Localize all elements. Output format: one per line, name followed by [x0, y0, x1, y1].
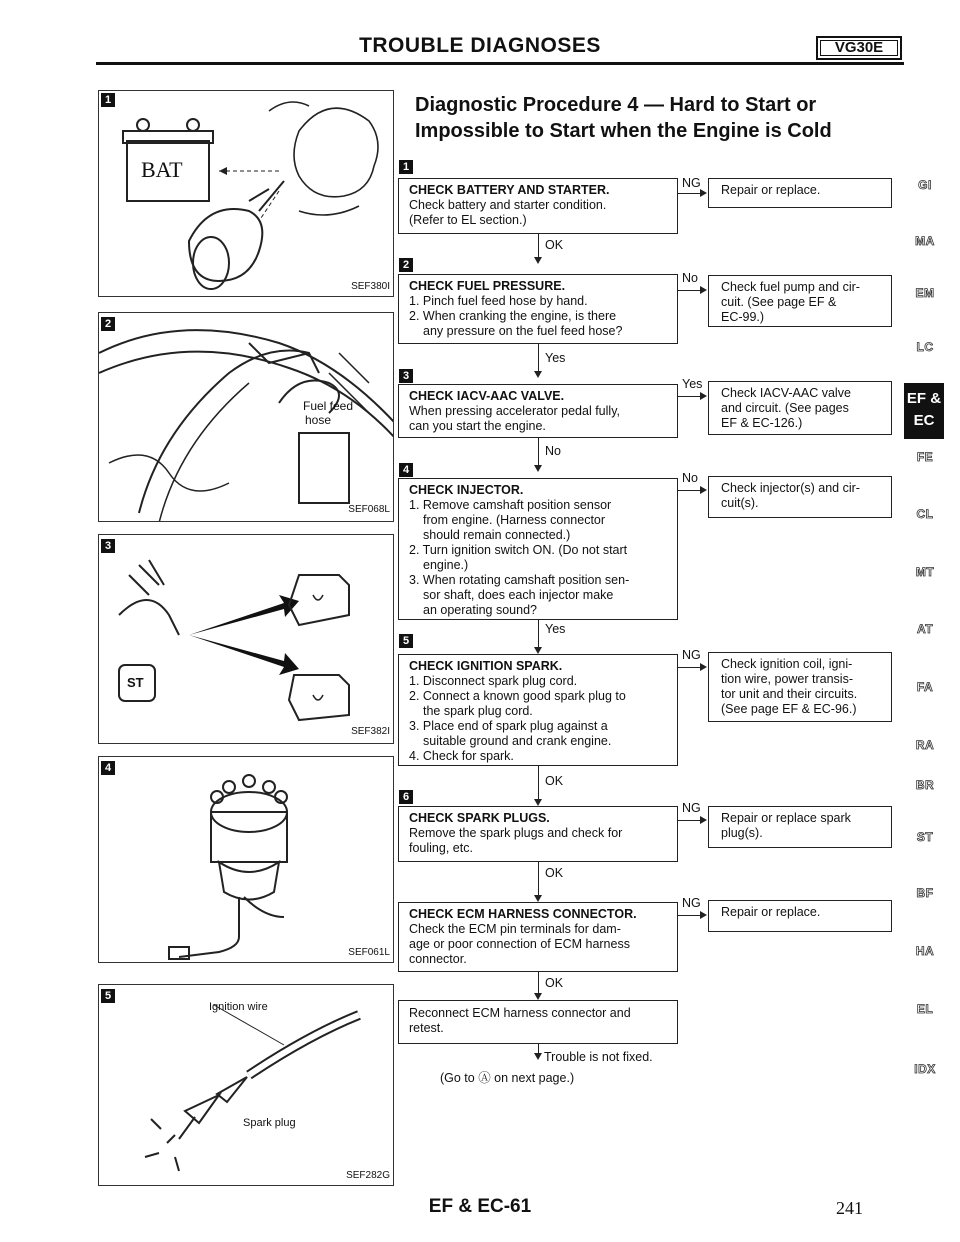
step-title: CHECK ECM HARNESS CONNECTOR.: [409, 907, 637, 921]
figure-distributor: [98, 756, 394, 963]
branch-label: Yes: [682, 377, 703, 391]
step-title: CHECK FUEL PRESSURE.: [409, 279, 566, 293]
step-line: any pressure on the fuel feed hose?: [423, 324, 623, 338]
step-number: 6: [399, 790, 413, 804]
section-tab-ma[interactable]: MA: [915, 234, 935, 248]
procedure-title-line2: Impossible to Start when the Engine is Cold: [415, 120, 832, 142]
result-line: (See page EF & EC-96.): [721, 702, 857, 716]
flow-line: [538, 862, 539, 896]
step-box: [398, 478, 678, 620]
step-box: [398, 902, 678, 972]
step-number: 2: [399, 258, 413, 272]
section-tab-el[interactable]: EL: [916, 1002, 934, 1016]
result-box: [708, 806, 892, 848]
page-title: TROUBLE DIAGNOSES: [359, 34, 601, 57]
flow-arrow: [534, 647, 542, 654]
figure-code: SEF380I: [351, 281, 390, 292]
step-line: 1. Pinch fuel feed hose by hand.: [409, 294, 588, 308]
page-number: 241: [836, 1198, 863, 1218]
step-line: 2. Connect a known good spark plug to: [409, 689, 626, 703]
result-box: [708, 476, 892, 518]
result-line: and circuit. (See pages: [721, 401, 849, 415]
flow-line: [538, 344, 539, 372]
step-box: [398, 806, 678, 862]
step-line: 3. Place end of spark plug against a: [409, 719, 608, 733]
figure-number: 1: [101, 93, 115, 107]
section-tab-cl[interactable]: CL: [916, 507, 934, 521]
step-line: connector.: [409, 952, 467, 966]
section-tab-gi[interactable]: GI: [918, 178, 932, 192]
step-line: should remain connected.): [423, 528, 571, 542]
branch-line: [678, 290, 702, 291]
step-number: 3: [399, 369, 413, 383]
figure-ignition-switch: [98, 534, 394, 744]
step-line: Remove the spark plugs and check for: [409, 826, 623, 840]
step-line: (Refer to EL section.): [409, 213, 527, 227]
figure-code: SEF061L: [348, 947, 390, 958]
section-tab-line: EF &: [906, 390, 942, 407]
spark-plug-label: Spark plug: [243, 1117, 296, 1129]
result-line: Repair or replace spark: [721, 811, 851, 825]
result-line: Check injector(s) and cir-: [721, 481, 860, 495]
step-line: suitable ground and crank engine.: [423, 734, 612, 748]
hose-label: hose: [305, 413, 332, 427]
flow-line: [538, 438, 539, 466]
flow-line: [538, 620, 539, 648]
section-tab-bf[interactable]: BF: [916, 886, 934, 900]
branch-label: NG: [682, 648, 701, 662]
result-box: [708, 178, 892, 208]
step-line: age or poor connection of ECM harness: [409, 937, 630, 951]
result-line: Repair or replace.: [721, 183, 821, 197]
branch-arrow: [700, 486, 707, 494]
flow-arrow: [534, 465, 542, 472]
figure-number: 3: [101, 539, 115, 553]
step-title: CHECK SPARK PLUGS.: [409, 811, 550, 825]
branch-label: No: [682, 271, 698, 285]
figure-code: SEF382I: [351, 726, 390, 737]
step-number: 4: [399, 463, 413, 477]
section-tab-br[interactable]: BR: [915, 778, 935, 792]
step-line: can you start the engine.: [409, 419, 546, 433]
result-box: [708, 900, 892, 932]
header-rule: [96, 62, 904, 65]
branch-label: No: [682, 471, 698, 485]
section-tab-lc[interactable]: LC: [916, 340, 934, 354]
branch-label: NG: [682, 176, 701, 190]
branch-line: [678, 667, 702, 668]
result-box: [708, 381, 892, 435]
battery-label: BAT: [141, 157, 183, 182]
step-title: CHECK IGNITION SPARK.: [409, 659, 563, 673]
figure-code: SEF068L: [348, 504, 390, 515]
result-line: EC-99.): [721, 310, 765, 324]
flow-arrow: [534, 993, 542, 1000]
section-tab-active[interactable]: [904, 383, 944, 439]
footer-section-code: EF & EC-61: [428, 1196, 532, 1217]
branch-arrow: [700, 189, 707, 197]
section-tab-mt[interactable]: MT: [915, 565, 935, 579]
result-line: tor unit and their circuits.: [721, 687, 858, 701]
figure-battery-starter: [98, 90, 394, 297]
result-line: plug(s).: [721, 826, 763, 840]
result-line: Check IACV-AAC valve: [721, 386, 851, 400]
branch-line: [678, 915, 702, 916]
final-box: [398, 1000, 678, 1044]
flow-line: [538, 234, 539, 258]
branch-arrow: [700, 911, 707, 919]
result-box: [708, 275, 892, 327]
result-box: [708, 652, 892, 722]
result-line: tion wire, power transis-: [721, 672, 853, 686]
step-number: 1: [399, 160, 413, 174]
section-tab-ra[interactable]: RA: [915, 738, 935, 752]
figure-number: 2: [101, 317, 115, 331]
result-line: cuit. (See page EF &: [721, 295, 837, 309]
branch-arrow: [700, 816, 707, 824]
step-title: CHECK INJECTOR.: [409, 483, 524, 497]
branch-label: NG: [682, 801, 701, 815]
step-line: 4. Check for spark.: [409, 749, 514, 763]
flow-label: OK: [545, 976, 564, 990]
branch-line: [678, 193, 702, 194]
branch-arrow: [700, 392, 707, 400]
model-badge: VG30E: [816, 36, 902, 60]
start-label: ST: [127, 675, 144, 690]
figure-spark-plug: [98, 984, 394, 1186]
flow-line: [538, 766, 539, 800]
step-line: Check battery and starter condition.: [409, 198, 607, 212]
step-line: 2. When cranking the engine, is there: [409, 309, 617, 323]
section-tab-idx[interactable]: IDX: [914, 1062, 936, 1076]
step-line: 1. Remove camshaft position sensor: [409, 498, 612, 512]
figure-fuel-feed-hose: [98, 312, 394, 522]
final-line: retest.: [409, 1021, 444, 1035]
result-line: EF & EC-126.): [721, 416, 803, 430]
section-tab-at[interactable]: AT: [916, 622, 934, 636]
step-box: [398, 384, 678, 438]
branch-arrow: [700, 286, 707, 294]
step-line: 1. Disconnect spark plug cord.: [409, 674, 578, 688]
section-tab-ha[interactable]: HA: [915, 944, 935, 958]
procedure-title-line1: Diagnostic Procedure 4 — Hard to Start or: [415, 94, 817, 116]
flow-arrow: [534, 1053, 542, 1060]
step-box: [398, 654, 678, 766]
step-line: sor shaft, does each injector make: [423, 588, 614, 602]
flow-arrow: [534, 799, 542, 806]
step-line: When pressing accelerator pedal fully,: [409, 404, 620, 418]
goto-text: (Go to Ⓐ on next page.): [440, 1071, 575, 1085]
final-line: Reconnect ECM harness connector and: [409, 1006, 631, 1020]
result-line: Repair or replace.: [721, 905, 821, 919]
ignition-wire-label: Ignition wire: [209, 1001, 268, 1013]
flow-label: OK: [545, 238, 564, 252]
figure-number: 5: [101, 989, 115, 1003]
flow-label: OK: [545, 866, 564, 880]
flow-label: OK: [545, 774, 564, 788]
branch-line: [678, 396, 702, 397]
fuel-feed-label: Fuel feed: [303, 399, 354, 413]
figure-number: 4: [101, 761, 115, 775]
step-line: engine.): [423, 558, 469, 572]
step-line: 2. Turn ignition switch ON. (Do not start: [409, 543, 628, 557]
result-line: cuit(s).: [721, 496, 759, 510]
flow-line: [538, 972, 539, 994]
step-box: [398, 178, 678, 234]
step-title: CHECK BATTERY AND STARTER.: [409, 183, 610, 197]
section-tab-fa[interactable]: FA: [916, 680, 934, 694]
branch-line: [678, 490, 702, 491]
step-line: fouling, etc.: [409, 841, 473, 855]
step-box: [398, 274, 678, 344]
step-line: 3. When rotating camshaft position sen-: [409, 573, 630, 587]
procedure-title: [415, 92, 895, 144]
step-number: 5: [399, 634, 413, 648]
step-line: Check the ECM pin terminals for dam-: [409, 922, 621, 936]
branch-label: NG: [682, 896, 701, 910]
flow-label: Yes: [545, 351, 566, 365]
section-tab-fe[interactable]: FE: [916, 450, 934, 464]
flow-arrow: [534, 895, 542, 902]
section-tab-st[interactable]: ST: [916, 830, 934, 844]
result-line: Check fuel pump and cir-: [721, 280, 860, 294]
step-title: CHECK IACV-AAC VALVE.: [409, 389, 565, 403]
final-label: Trouble is not fixed.: [544, 1050, 653, 1064]
figure-code: SEF282G: [346, 1170, 390, 1181]
flow-arrow: [534, 257, 542, 264]
section-tab-line: EC: [913, 412, 935, 429]
step-line: from engine. (Harness connector: [423, 513, 606, 527]
branch-line: [678, 820, 702, 821]
flow-label: No: [545, 444, 561, 458]
flow-label: Yes: [545, 622, 566, 636]
section-tab-em[interactable]: EM: [915, 286, 935, 300]
flow-arrow: [534, 371, 542, 378]
result-line: Check ignition coil, igni-: [721, 657, 853, 671]
step-line: the spark plug cord.: [423, 704, 533, 718]
branch-arrow: [700, 663, 707, 671]
step-line: an operating sound?: [423, 603, 537, 617]
